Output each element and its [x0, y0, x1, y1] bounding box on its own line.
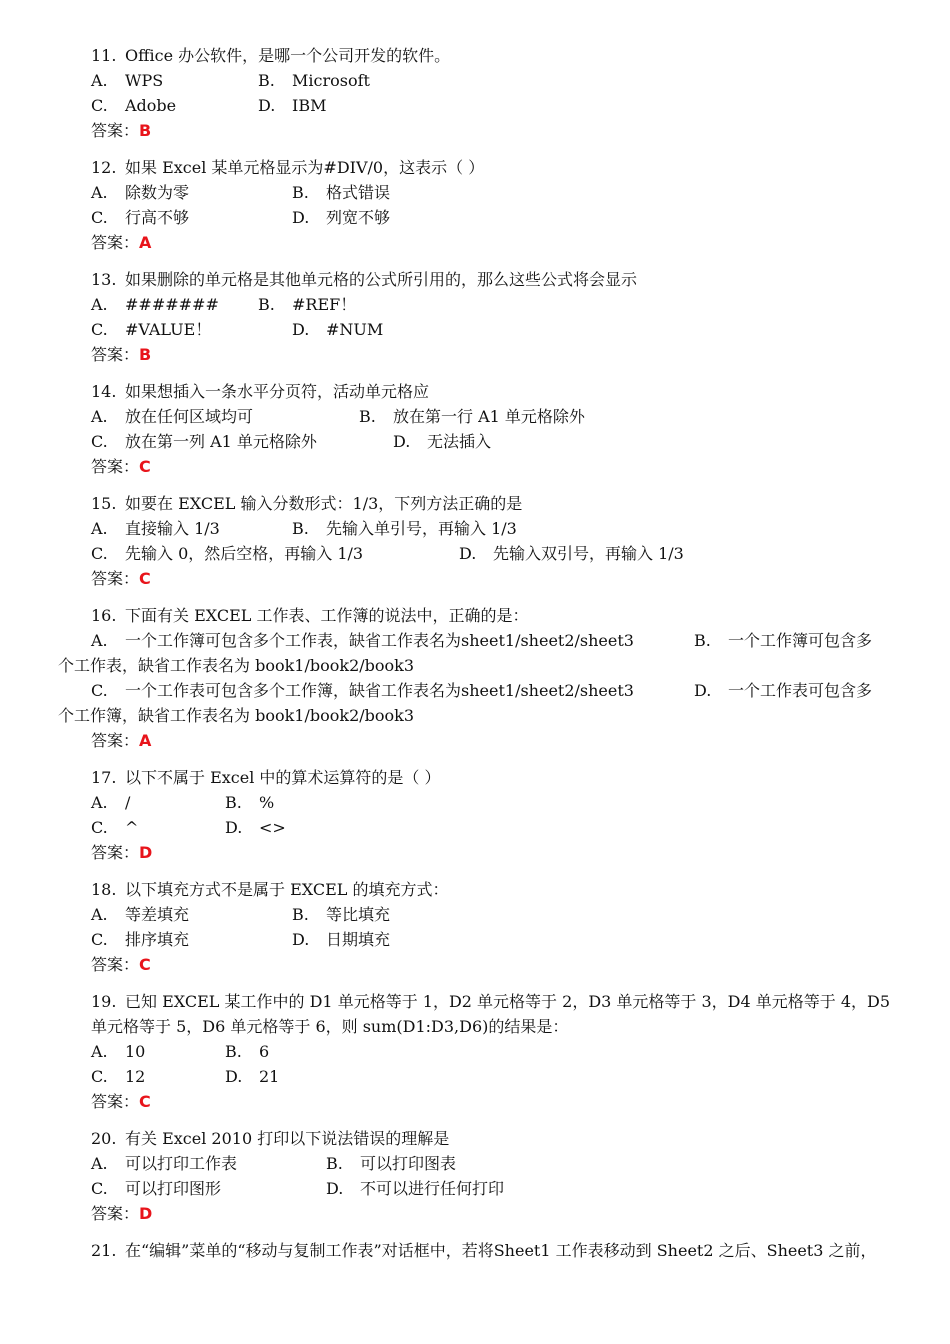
option-label: A.	[91, 183, 108, 202]
option-label: D.	[258, 96, 276, 115]
option-text: 一个工作表可包含多	[728, 681, 873, 700]
option-label: C.	[91, 320, 108, 339]
question-17-stem	[91, 768, 441, 788]
option-text: 日期填充	[326, 930, 391, 949]
option-label: B.	[292, 905, 309, 924]
question-text: 如果 Excel 某单元格显示为#DIV/0，这表示（ ）	[125, 158, 485, 177]
option-label: C.	[91, 1067, 108, 1086]
question-19-stem	[91, 992, 891, 1012]
option-text: 一个工作簿可包含多	[728, 631, 873, 650]
answer-line	[91, 569, 151, 589]
answer-line	[91, 121, 151, 141]
answer-line	[91, 457, 151, 477]
question-text: 下面有关 EXCEL 工作表、工作簿的说法中，正确的是：	[125, 606, 529, 625]
option-text: 一个工作簿可包含多个工作表，缺省工作表名为sheet1/sheet2/sheet3	[125, 631, 634, 650]
option-text: 可以打印图表	[360, 1154, 457, 1173]
question-13-stem	[91, 270, 638, 290]
answer-label: 答案：	[91, 731, 140, 750]
option-text: IBM	[292, 96, 327, 115]
option-text: 先输入 0，然后空格，再输入 1/3	[125, 544, 364, 563]
option-label: A.	[91, 407, 108, 426]
option-label: C.	[91, 208, 108, 227]
option-label: D.	[326, 1179, 344, 1198]
option-label: A.	[91, 793, 108, 812]
answer-line	[91, 345, 151, 365]
option-label: C.	[91, 1179, 108, 1198]
answer-value: C	[139, 955, 151, 974]
option-label: B.	[258, 295, 275, 314]
option-text: 无法插入	[427, 432, 492, 451]
option-label: B.	[292, 183, 309, 202]
answer-label: 答案：	[91, 1204, 140, 1223]
answer-value: B	[139, 121, 152, 140]
option-label: C.	[91, 96, 108, 115]
option-label: D.	[459, 544, 477, 563]
option-text: 先输入单引号，再输入 1/3	[326, 519, 517, 538]
answer-label: 答案：	[91, 345, 140, 364]
option-text: #NUM	[326, 320, 384, 339]
question-text: 如要在 EXCEL 输入分数形式：1/3，下列方法正确的是	[125, 494, 523, 513]
question-text: 以下填充方式不是属于 EXCEL 的填充方式：	[125, 880, 449, 899]
question-text: 如果想插入一条水平分页符，活动单元格应	[125, 382, 430, 401]
question-number: 21.	[91, 1241, 117, 1260]
question-number: 19.	[91, 992, 117, 1011]
answer-label: 答案：	[91, 955, 140, 974]
option-text: 除数为零	[125, 183, 190, 202]
question-number: 13.	[91, 270, 117, 289]
option-wrap-text: 个工作簿，缺省工作表名为 book1/book2/book3	[58, 706, 415, 725]
question-21-stem	[91, 1241, 877, 1261]
option-label: D.	[292, 320, 310, 339]
answer-label: 答案：	[91, 843, 140, 862]
question-number: 12.	[91, 158, 117, 177]
question-number: 17.	[91, 768, 117, 787]
answer-label: 答案：	[91, 121, 140, 140]
option-label: A.	[91, 631, 108, 650]
option-label: D.	[292, 208, 310, 227]
answer-label: 答案：	[91, 569, 140, 588]
question-text: 有关 Excel 2010 打印以下说法错误的理解是	[125, 1129, 450, 1148]
answer-line	[91, 1092, 151, 1112]
answer-line	[91, 1204, 152, 1224]
answer-value: C	[139, 1092, 151, 1111]
option-label: A.	[91, 71, 108, 90]
question-14-stem	[91, 382, 430, 402]
question-12-stem	[91, 158, 485, 178]
question-18-stem	[91, 880, 449, 900]
option-label: C.	[91, 818, 108, 837]
answer-line	[91, 843, 152, 863]
answer-label: 答案：	[91, 1092, 140, 1111]
answer-label: 答案：	[91, 457, 140, 476]
option-label: B.	[258, 71, 275, 90]
option-text: #VALUE！	[125, 320, 212, 339]
option-label: A.	[91, 519, 108, 538]
option-label: C.	[91, 930, 108, 949]
question-number: 18.	[91, 880, 117, 899]
option-text: 可以打印工作表	[125, 1154, 238, 1173]
option-label: C.	[91, 432, 108, 451]
option-text: 放在第一行 A1 单元格除外	[393, 407, 585, 426]
question-text: 以下不属于 Excel 中的算术运算符的是（ ）	[125, 768, 441, 787]
option-label: A.	[91, 295, 108, 314]
option-text: 格式错误	[326, 183, 391, 202]
answer-line	[91, 955, 151, 975]
option-text: 放在任何区域均可	[125, 407, 254, 426]
option-label: B.	[225, 793, 242, 812]
option-label: C.	[91, 681, 108, 700]
answer-value: A	[139, 731, 152, 750]
option-text: 直接输入 1/3	[125, 519, 220, 538]
option-text: 10	[125, 1042, 146, 1061]
option-text: 列宽不够	[326, 208, 391, 227]
option-label: A.	[91, 1042, 108, 1061]
option-label: B.	[292, 519, 309, 538]
question-number: 11.	[91, 46, 117, 65]
option-text: 先输入双引号，再输入 1/3	[493, 544, 684, 563]
option-label: B.	[326, 1154, 343, 1173]
question-15-stem	[91, 494, 523, 514]
question-11-stem	[91, 46, 451, 66]
question-text: 如果删除的单元格是其他单元格的公式所引用的，那么这些公式将会显示	[125, 270, 638, 289]
option-label: D.	[292, 930, 310, 949]
question-19-stem-continued: 单元格等于 5，D6 单元格等于 6，则 sum(D1:D3,D6)的结果是：	[91, 1017, 569, 1036]
option-text: 可以打印图形	[125, 1179, 222, 1198]
option-text: ^	[125, 818, 139, 837]
option-text: 排序填充	[125, 930, 190, 949]
answer-value: B	[139, 345, 152, 364]
option-label: B.	[694, 631, 711, 650]
option-label: B.	[359, 407, 376, 426]
question-number: 16.	[91, 606, 117, 625]
option-text: WPS	[125, 71, 164, 90]
option-label: A.	[91, 1154, 108, 1173]
question-text: Office 办公软件，是哪一个公司开发的软件。	[125, 46, 451, 65]
option-text: 放在第一列 A1 单元格除外	[125, 432, 317, 451]
option-text: /	[125, 793, 131, 812]
option-label: A.	[91, 905, 108, 924]
option-text: 不可以进行任何打印	[360, 1179, 505, 1198]
question-number: 14.	[91, 382, 117, 401]
option-text: 行高不够	[125, 208, 190, 227]
answer-value: C	[139, 457, 151, 476]
option-label: D.	[694, 681, 712, 700]
option-text: 12	[125, 1067, 146, 1086]
option-text: #######	[125, 295, 219, 314]
question-16-stem	[91, 606, 529, 626]
option-text: Adobe	[125, 96, 177, 115]
question-20-stem	[91, 1129, 450, 1149]
option-text: 等差填充	[125, 905, 190, 924]
answer-value: A	[139, 233, 152, 252]
question-number: 20.	[91, 1129, 117, 1148]
option-label: B.	[225, 1042, 242, 1061]
answer-line	[91, 233, 151, 253]
answer-line	[91, 731, 151, 751]
answer-value: D	[139, 1204, 153, 1223]
answer-value: C	[139, 569, 151, 588]
answer-label: 答案：	[91, 233, 140, 252]
option-text: #REF！	[292, 295, 357, 314]
option-label: D.	[393, 432, 411, 451]
answer-value: D	[139, 843, 153, 862]
option-text: 21	[259, 1067, 280, 1086]
option-text: 一个工作表可包含多个工作簿，缺省工作表名为sheet1/sheet2/sheet3	[125, 681, 634, 700]
option-label: D.	[225, 818, 243, 837]
option-text: 等比填充	[326, 905, 391, 924]
option-text: <>	[259, 818, 286, 837]
option-text: 6	[259, 1042, 270, 1061]
question-text: 在“编辑”菜单的“移动与复制工作表”对话框中，若将Sheet1 工作表移动到 Sheet2 之后、Sheet3 之前，	[125, 1241, 877, 1260]
option-text: Microsoft	[292, 71, 370, 90]
option-text: %	[259, 793, 275, 812]
option-label: C.	[91, 544, 108, 563]
question-text: 已知 EXCEL 某工作中的 D1 单元格等于 1，D2 单元格等于 2，D3 单元格等于 3，D4 单元格等于 4，D5	[125, 992, 891, 1011]
option-wrap-text: 个工作表，缺省工作表名为 book1/book2/book3	[58, 656, 415, 675]
option-label: D.	[225, 1067, 243, 1086]
question-number: 15.	[91, 494, 117, 513]
